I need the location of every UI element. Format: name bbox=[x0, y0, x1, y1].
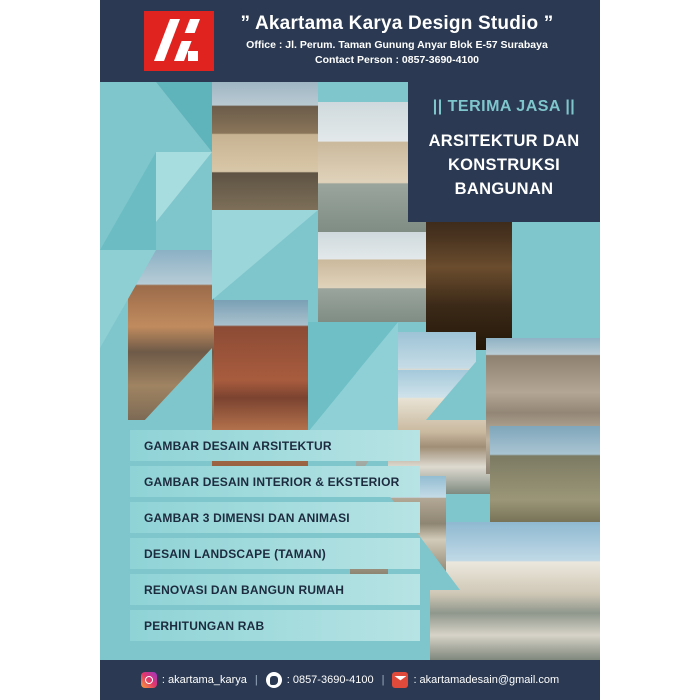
header bbox=[100, 0, 600, 82]
office-address: Office : Jl. Perum. Taman Gunung Anyar Blok E-57 Surabaya bbox=[246, 39, 548, 52]
footer-contact-bar bbox=[100, 660, 600, 700]
list-item-label: GAMBAR DESAIN ARSITEKTUR bbox=[144, 438, 332, 453]
akartama-logo-icon bbox=[142, 10, 216, 72]
list-item-label: RENOVASI DAN BANGUN RUMAH bbox=[144, 582, 345, 597]
service-banner bbox=[408, 82, 600, 222]
banner-line-3: BANGUNAN bbox=[454, 179, 554, 198]
deco-triangle-11 bbox=[426, 350, 486, 420]
deco-triangle-8 bbox=[212, 210, 318, 300]
deco-triangle-3 bbox=[156, 82, 212, 152]
footer-instagram[interactable] bbox=[141, 672, 247, 688]
banner-top-label: || TERIMA JASA || bbox=[432, 98, 576, 115]
whatsapp-number: : 0857-3690-4100 bbox=[286, 674, 374, 686]
banner-line-1: ARSITEKTUR DAN bbox=[428, 132, 580, 150]
list-item bbox=[130, 430, 420, 461]
list-item-label: PERHITUNGAN RAB bbox=[144, 618, 265, 633]
deco-triangle-6 bbox=[100, 250, 156, 348]
deco-triangle-5 bbox=[100, 152, 156, 250]
list-item bbox=[130, 574, 420, 605]
footer-separator-2: | bbox=[381, 674, 385, 686]
service-list bbox=[130, 430, 420, 646]
email-address: : akartamadesain@gmail.com bbox=[413, 674, 560, 686]
list-item-label: DESAIN LANDSCAPE (TAMAN) bbox=[144, 546, 326, 561]
list-item bbox=[130, 466, 420, 497]
footer-separator-1: | bbox=[254, 674, 258, 686]
right-margin bbox=[600, 0, 700, 700]
email-icon bbox=[392, 672, 408, 688]
deco-triangle-2 bbox=[100, 82, 156, 152]
deco-triangle-4 bbox=[156, 152, 212, 222]
footer-email[interactable] bbox=[392, 672, 559, 688]
list-item bbox=[130, 538, 420, 569]
photo-library-interior bbox=[426, 200, 512, 350]
header-text bbox=[224, 13, 600, 68]
left-margin bbox=[0, 0, 100, 700]
list-item-label: GAMBAR DESAIN INTERIOR & EKSTERIOR bbox=[144, 474, 400, 489]
instagram-icon bbox=[141, 672, 157, 688]
whatsapp-icon bbox=[266, 672, 282, 688]
footer-whatsapp[interactable] bbox=[266, 672, 374, 688]
contact-person: Contact Person : 0857-3690-4100 bbox=[315, 54, 479, 67]
banner-line-2: KONSTRUKSI bbox=[447, 155, 561, 174]
photo-school-building-2 bbox=[318, 232, 426, 322]
instagram-handle: : akartama_karya bbox=[161, 674, 247, 686]
list-item-label: GAMBAR 3 DIMENSI DAN ANIMASI bbox=[144, 510, 350, 525]
deco-triangle-10 bbox=[308, 322, 398, 432]
list-item bbox=[130, 502, 420, 533]
page-title: ” Akartama Karya Design Studio ” bbox=[240, 13, 554, 35]
photo-collage bbox=[100, 82, 600, 660]
list-item bbox=[130, 610, 420, 641]
photo-wood-louver-facade bbox=[212, 82, 318, 210]
